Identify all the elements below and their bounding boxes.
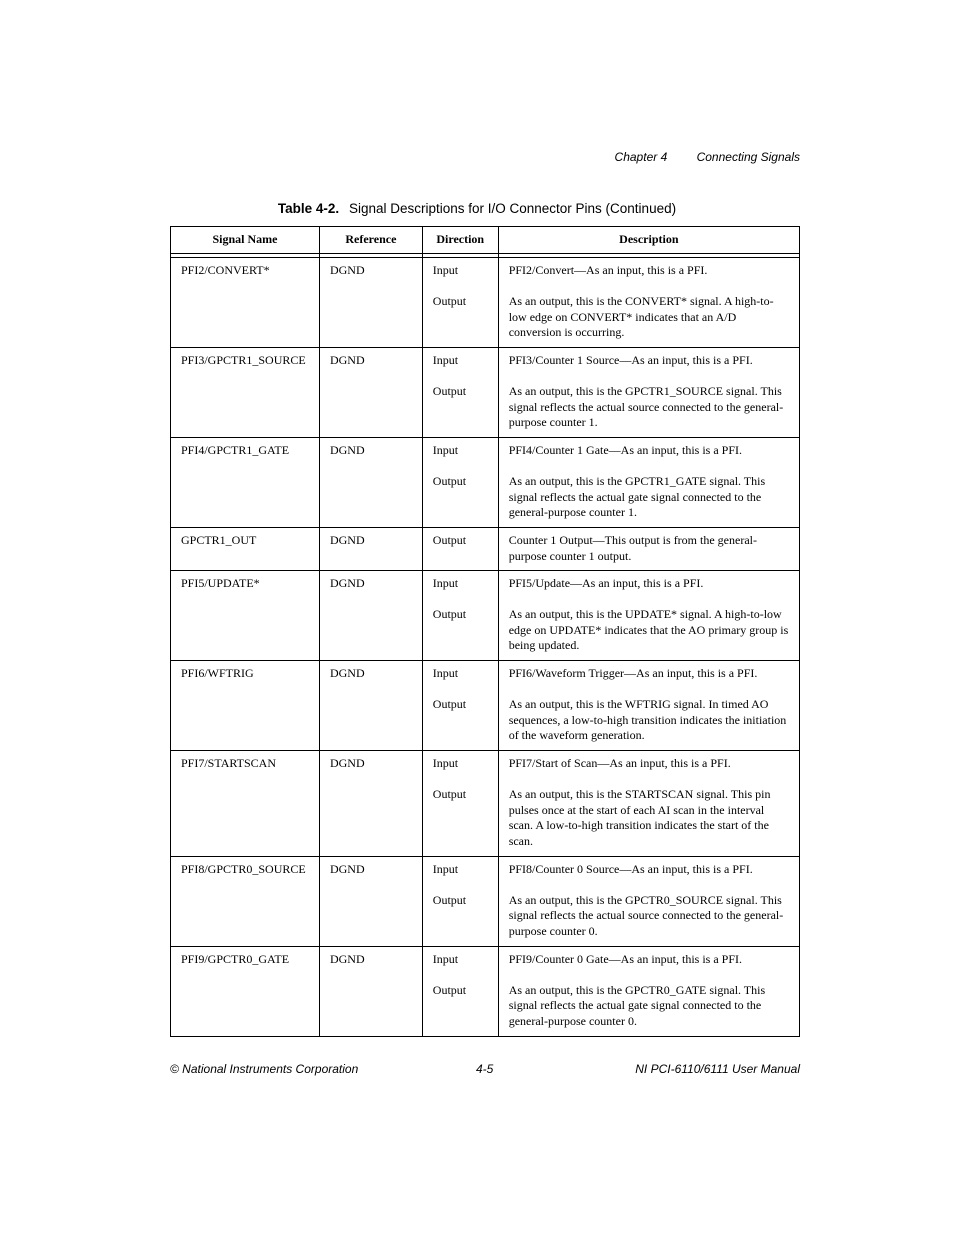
direction-value: Output [432,384,467,399]
description-cell [498,437,799,527]
description-paragraph: As an output, this is the CONVERT* signal. A high-to-low edge on CONVERT* indicates that an A/D conversion is occurring. [508,294,774,340]
description-cell [498,571,799,661]
table-row [171,946,800,1036]
direction-cell [422,856,498,946]
direction-cell [422,946,498,1036]
direction-value: Input [432,861,459,876]
table-header-row [171,227,800,254]
direction-value: Input [432,442,459,457]
direction-cell [422,751,498,857]
description-cell [498,856,799,946]
direction-value: Output [432,787,467,802]
description-paragraph: PFI3/Counter 1 Source—As an input, this is a PFI. [508,352,753,367]
signal-name-cell: PFI7/STARTSCAN [171,751,320,857]
reference-cell: DGND [319,347,422,437]
column-header-reference: Reference [319,227,422,254]
column-header-description: Description [498,227,799,254]
reference-cell: DGND [319,571,422,661]
table-row [171,258,800,348]
direction-cell [422,347,498,437]
description-cell [498,258,799,348]
reference-cell: DGND [319,856,422,946]
signal-name-cell: PFI4/GPCTR1_GATE [171,437,320,527]
reference-cell: DGND [319,527,422,570]
signal-name-cell: PFI8/GPCTR0_SOURCE [171,856,320,946]
direction-cell [422,437,498,527]
description-cell [498,751,799,857]
column-header-direction: Direction [422,227,498,254]
signal-name-cell: PFI6/WFTRIG [171,661,320,751]
direction-value: Output [432,892,467,907]
description-paragraph: PFI6/Waveform Trigger—As an input, this is a PFI. [508,666,758,681]
direction-value: Input [432,576,459,591]
description-cell [498,661,799,751]
chapter-label: Chapter 4 [614,150,668,164]
description-cell [498,527,799,570]
reference-cell: DGND [319,661,422,751]
description-paragraph: Counter 1 Output—This output is from the general-purpose counter 1 output. [508,532,757,563]
direction-value: Output [432,474,467,489]
direction-cell [422,661,498,751]
description-paragraph: PFI9/Counter 0 Gate—As an input, this is a PFI. [508,951,743,966]
signal-name-cell: PFI3/GPCTR1_SOURCE [171,347,320,437]
description-paragraph: PFI4/Counter 1 Gate—As an input, this is a PFI. [508,442,743,457]
table-row [171,856,800,946]
description-paragraph: As an output, this is the GPCTR1_GATE signal. This signal reflects the actual gate signal connected to the general-purpose counter 1. [508,474,766,520]
table-row [171,751,800,857]
direction-value: Output [432,982,467,997]
table-row [171,437,800,527]
signal-name-cell: PFI9/GPCTR0_GATE [171,946,320,1036]
reference-cell: DGND [319,437,422,527]
direction-cell [422,571,498,661]
signal-name-cell: PFI5/UPDATE* [171,571,320,661]
description-paragraph: As an output, this is the GPCTR0_GATE signal. This signal reflects the actual gate signal connected to the general-purpose counter 0. [508,982,766,1028]
table-caption [0,201,954,216]
direction-value: Input [432,263,459,277]
direction-value: Output [432,294,467,309]
manual-title: NI PCI-6110/6111 User Manual [635,1062,800,1076]
direction-value: Output [432,607,467,622]
description-paragraph: PFI5/Update—As an input, this is a PFI. [508,576,704,591]
reference-cell: DGND [319,946,422,1036]
direction-cell [422,258,498,348]
description-paragraph: As an output, this is the GPCTR1_SOURCE signal. This signal reflects the actual source connected to the general-purpose counter 1. [508,384,784,430]
direction-value: Input [432,756,459,771]
table-row [171,347,800,437]
description-paragraph: As an output, this is the UPDATE* signal. A high-to-low edge on UPDATE* indicates that the AO primary group is being updated. [508,607,789,653]
description-cell [498,347,799,437]
reference-cell: DGND [319,258,422,348]
description-paragraph: PFI8/Counter 0 Source—As an input, this is a PFI. [508,861,753,876]
table-row [171,527,800,570]
signal-name-cell: PFI2/CONVERT* [171,258,320,348]
direction-value: Output [432,532,467,547]
page-number: 4-5 [476,1062,494,1076]
section-title: Connecting Signals [696,150,800,164]
footer-copyright: © National Instruments Corporation [170,1062,359,1076]
signal-name-cell: GPCTR1_OUT [171,527,320,570]
description-paragraph: As an output, this is the WFTRIG signal. In timed AO sequences, a low-to-high transition indicates the initiation of the waveform generation. [508,697,787,743]
description-paragraph: PFI7/Start of Scan—As an input, this is a PFI. [508,756,731,771]
description-paragraph: As an output, this is the STARTSCAN signal. This pin pulses once at the start of each AI scan in the interval scan. A low-to-high transition indicates the start of the scan. [508,787,771,848]
table-row [171,661,800,751]
reference-cell: DGND [319,751,422,857]
table-row [171,571,800,661]
direction-value: Input [432,666,459,681]
direction-value: Input [432,951,459,966]
description-cell [498,946,799,1036]
description-paragraph: PFI2/Convert—As an input, this is a PFI. [508,263,708,277]
description-paragraph: As an output, this is the GPCTR0_SOURCE signal. This signal reflects the actual source connected to the general-purpose counter 0. [508,892,784,938]
column-header-signal-name: Signal Name [171,227,320,254]
direction-value: Output [432,697,467,712]
direction-cell [422,527,498,570]
direction-value: Input [432,352,459,367]
table-body [171,254,800,1037]
running-header [615,150,800,164]
signal-table [170,226,800,1037]
table-caption-label: Table 4-2. [277,201,340,216]
table-caption-text: Signal Descriptions for I/O Connector Pins (Continued) [348,201,677,216]
